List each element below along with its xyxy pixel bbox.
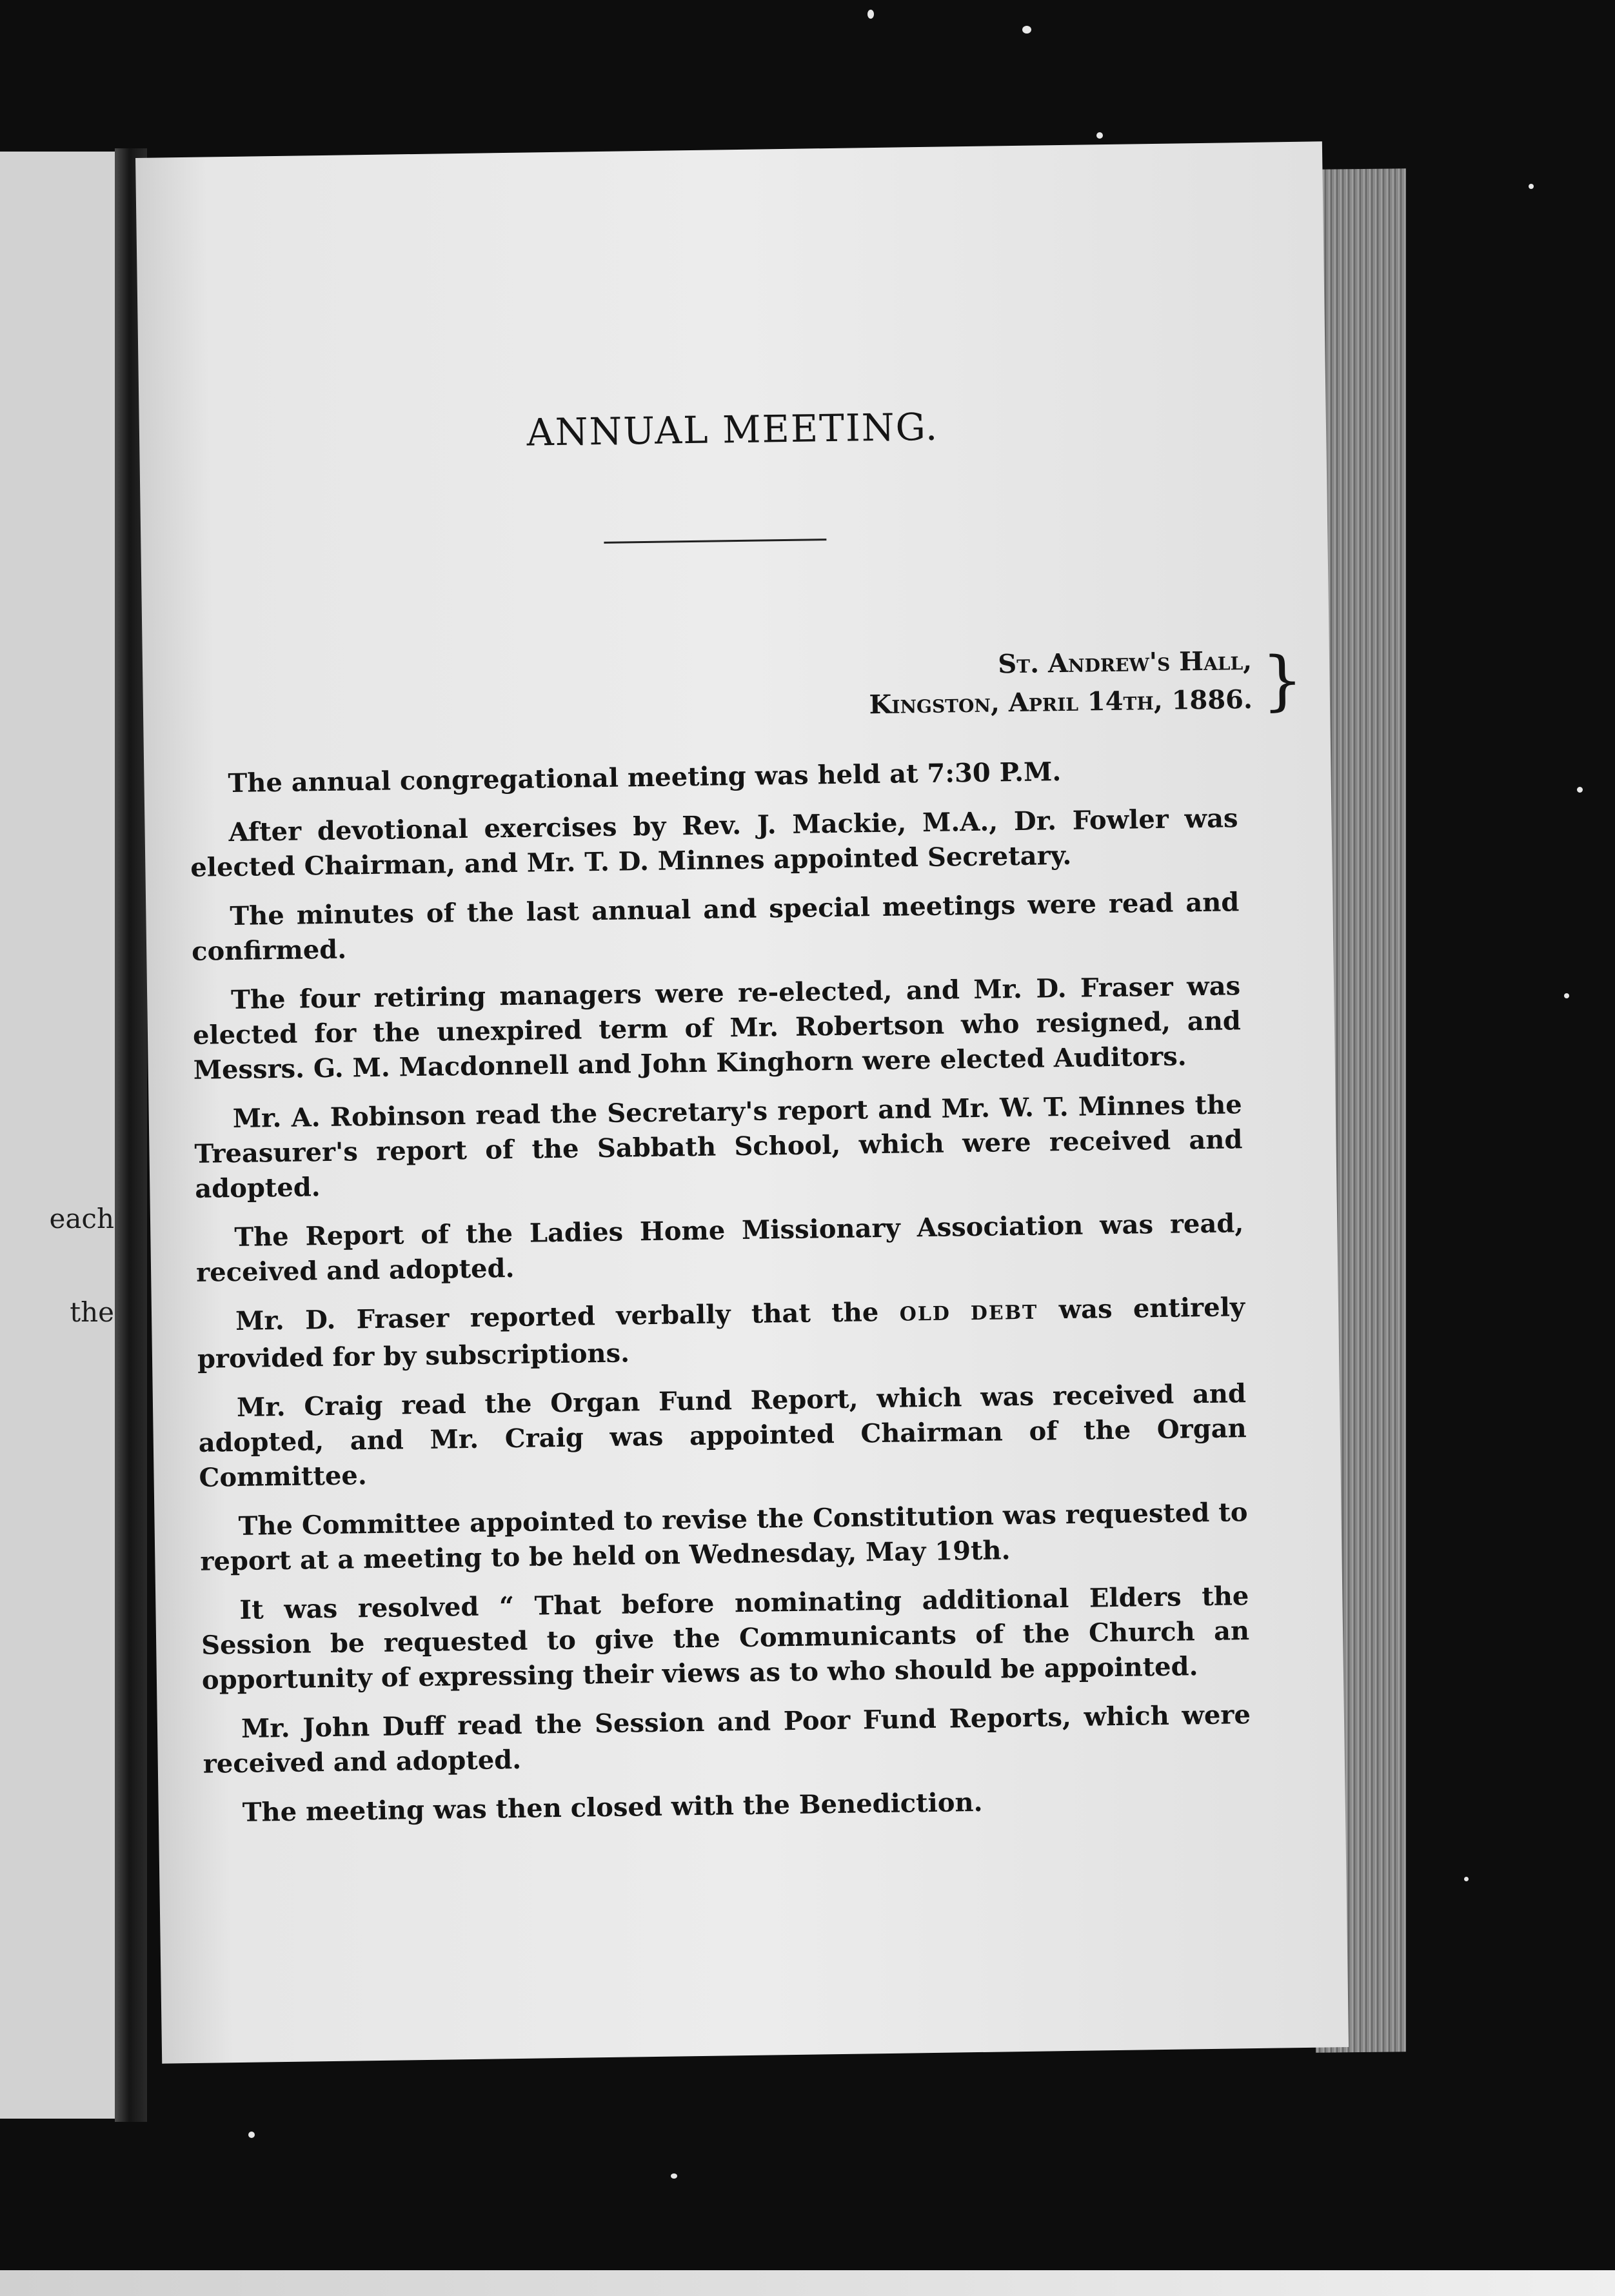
film-speck (1464, 1877, 1469, 1881)
paragraph-closing: The meeting was then closed with the Benediction. (242, 1786, 983, 1828)
paragraph-elders: It was resolved “ That before nominating additional Elders the Session be requested to give the Communicants of the Church an opportunity of expressing their views as to who should be appointed. (201, 1581, 1250, 1696)
paragraph-missionary: The Report of the Ladies Home Missionary Association was read, received and adopted. (195, 1208, 1244, 1288)
film-speck (1577, 787, 1583, 793)
old-debt-emphasis: OLD DEBT (899, 1301, 1038, 1326)
title-rule (604, 539, 826, 544)
paragraph-managers: The four retiring managers were re-elected, and Mr. D. Fraser was elected for the unexpired term of Mr. Robertson who resigned, and Messrs. G. M. Macdonnell and John Kinghorn were elected Auditors. (192, 971, 1242, 1085)
left-page-fragment-the: the (70, 1296, 114, 1328)
paragraph-poor-fund: Mr. John Duff read the Session and Poor Fund Reports, which were received and adopted. (203, 1699, 1251, 1779)
left-page-fragment-each: each (49, 1203, 114, 1234)
film-speck (1022, 26, 1031, 34)
film-speck (867, 10, 874, 19)
page-title: ANNUAL MEETING. (526, 404, 939, 455)
paragraph-constitution: The Committee appointed to revise the Constitution was requested to report at a meeting to be held on Wednesday, May 19th. (200, 1497, 1248, 1577)
old-debt-after: was entirely provided for by subscriptions. (197, 1292, 1245, 1374)
film-bottom-edge (0, 2270, 1615, 2296)
film-speck (1529, 184, 1534, 189)
film-speck (1564, 993, 1569, 998)
dateline-venue: St. Andrew's Hall, (997, 645, 1253, 680)
paragraph-organ-fund: Mr. Craig read the Organ Fund Report, which was received and adopted, and Mr. Craig was appointed Chairman of the Organ Committee. (198, 1378, 1247, 1493)
film-speck (1096, 132, 1103, 139)
dateline-brace: } (1261, 642, 1303, 718)
right-page (135, 141, 1349, 2063)
minutes-body (189, 752, 1252, 1845)
paragraph-minutes: The minutes of the last annual and special meetings were read and confirmed. (191, 887, 1240, 967)
left-page (0, 152, 126, 2119)
paragraph-old-debt (197, 1290, 1245, 1377)
film-speck (248, 2132, 255, 2138)
paragraph-opening: The annual congregational meeting was held at 7:30 P.M. (228, 757, 1062, 799)
paragraph-sabbath-school: Mr. A. Robinson read the Secretary's report and Mr. W. T. Minnes the Treasurer's report of the Sabbath School, which were received and adopted. (194, 1089, 1243, 1204)
film-speck (671, 2173, 677, 2179)
paragraph-chairman: After devotional exercises by Rev. J. Mackie, M.A., Dr. Fowler was elected Chairman, and Mr. T. D. Minnes appointed Secretary. (190, 803, 1238, 883)
dateline-date: Kingston, April 14th, 1886. (869, 684, 1253, 720)
old-debt-before: Mr. D. Fraser reported verbally that the (235, 1296, 900, 1337)
